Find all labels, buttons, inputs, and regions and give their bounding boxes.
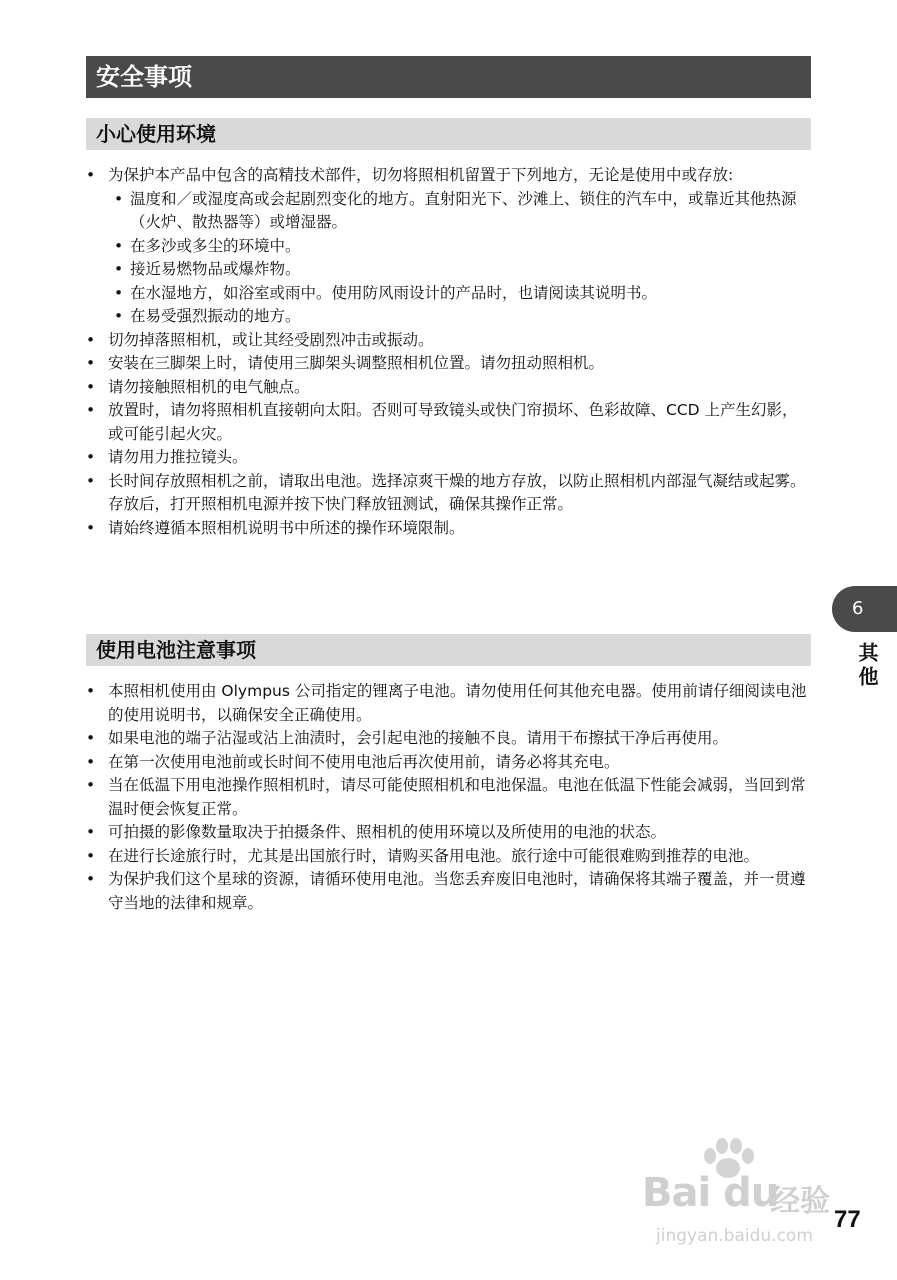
sublist-item: • 在易受强烈振动的地方。 [114, 305, 812, 329]
section-heading-environment: 小心使用环境 [86, 118, 811, 150]
environment-list [86, 164, 812, 540]
watermark-brand: 经验 [770, 1184, 830, 1219]
baidu-watermark [638, 1162, 848, 1258]
chapter-label: 其他 [855, 642, 879, 690]
list-item: • 在第一次使用电池前或长时间不使用电池后再次使用前，请务必将其充电。 [86, 751, 812, 775]
battery-list [86, 680, 812, 915]
list-item: • 如果电池的端子沾湿或沾上油渍时，会引起电池的接触不良。请用干布擦拭干净后再使用。 [86, 727, 812, 751]
sublist-item: • 在多沙或多尘的环境中。 [114, 235, 812, 259]
watermark-logo: Bai du [642, 1170, 779, 1216]
sublist-item: • 在水湿地方，如浴室或雨中。使用防风雨设计的产品时，也请阅读其说明书。 [114, 282, 812, 306]
sublist-item: • 温度和／或湿度高或会起剧烈变化的地方。直射阳光下、沙滩上、锁住的汽车中，或靠近其他热源（火炉、散热器等）或增湿器。 [114, 188, 812, 235]
list-item: • 为保护我们这个星球的资源，请循环使用电池。当您丢弃废旧电池时，请确保将其端子覆盖，并一贯遵守当地的法律和规章。 [86, 868, 812, 915]
list-item: • 本照相机使用由 Olympus 公司指定的锂离子电池。请勿使用任何其他充电器。使用前请仔细阅读电池的使用说明书，以确保安全正确使用。 [86, 680, 812, 727]
list-item: • 请勿接触照相机的电气触点。 [86, 376, 812, 400]
list-item: • 请始终遵循本照相机说明书中所述的操作环境限制。 [86, 517, 812, 541]
list-item: • 切勿掉落照相机，或让其经受剧烈冲击或振动。 [86, 329, 812, 353]
watermark-url: jingyan.baidu.com [656, 1226, 813, 1246]
chapter-tab: 6 [832, 586, 897, 632]
list-item: • 可拍摄的影像数量取决于拍摄条件、照相机的使用环境以及所使用的电池的状态。 [86, 821, 812, 845]
list-item: • 长时间存放照相机之前，请取出电池。选择凉爽干燥的地方存放，以防止照相机内部湿气凝结或起雾。存放后，打开照相机电源并按下快门释放钮测试，确保其操作正常。 [86, 470, 812, 517]
list-item: • 在进行长途旅行时，尤其是出国旅行时，请购买备用电池。旅行途中可能很难购到推荐的电池。 [86, 845, 812, 869]
list-item-text: 为保护本产品中包含的高精技术部件，切勿将照相机留置于下列地方，无论是使用中或存放: [108, 166, 734, 184]
list-item: • 当在低温下用电池操作照相机时，请尽可能使照相机和电池保温。电池在低温下性能会减弱，当回到常温时便会恢复正常。 [86, 774, 812, 821]
sublist [108, 188, 812, 329]
list-item: • 安装在三脚架上时，请使用三脚架头调整照相机位置。请勿扭动照相机。 [86, 352, 812, 376]
page-number: 77 [834, 1206, 861, 1233]
list-item: • 请勿用力推拉镜头。 [86, 446, 812, 470]
page-title: 安全事项 [86, 56, 811, 98]
section-heading-battery: 使用电池注意事项 [86, 634, 811, 666]
sublist-item: • 接近易燃物品或爆炸物。 [114, 258, 812, 282]
list-item [86, 164, 812, 329]
list-item: • 放置时，请勿将照相机直接朝向太阳。否则可导致镜头或快门帘损坏、色彩故障、CCD 上产生幻影，或可能引起火灾。 [86, 399, 812, 446]
